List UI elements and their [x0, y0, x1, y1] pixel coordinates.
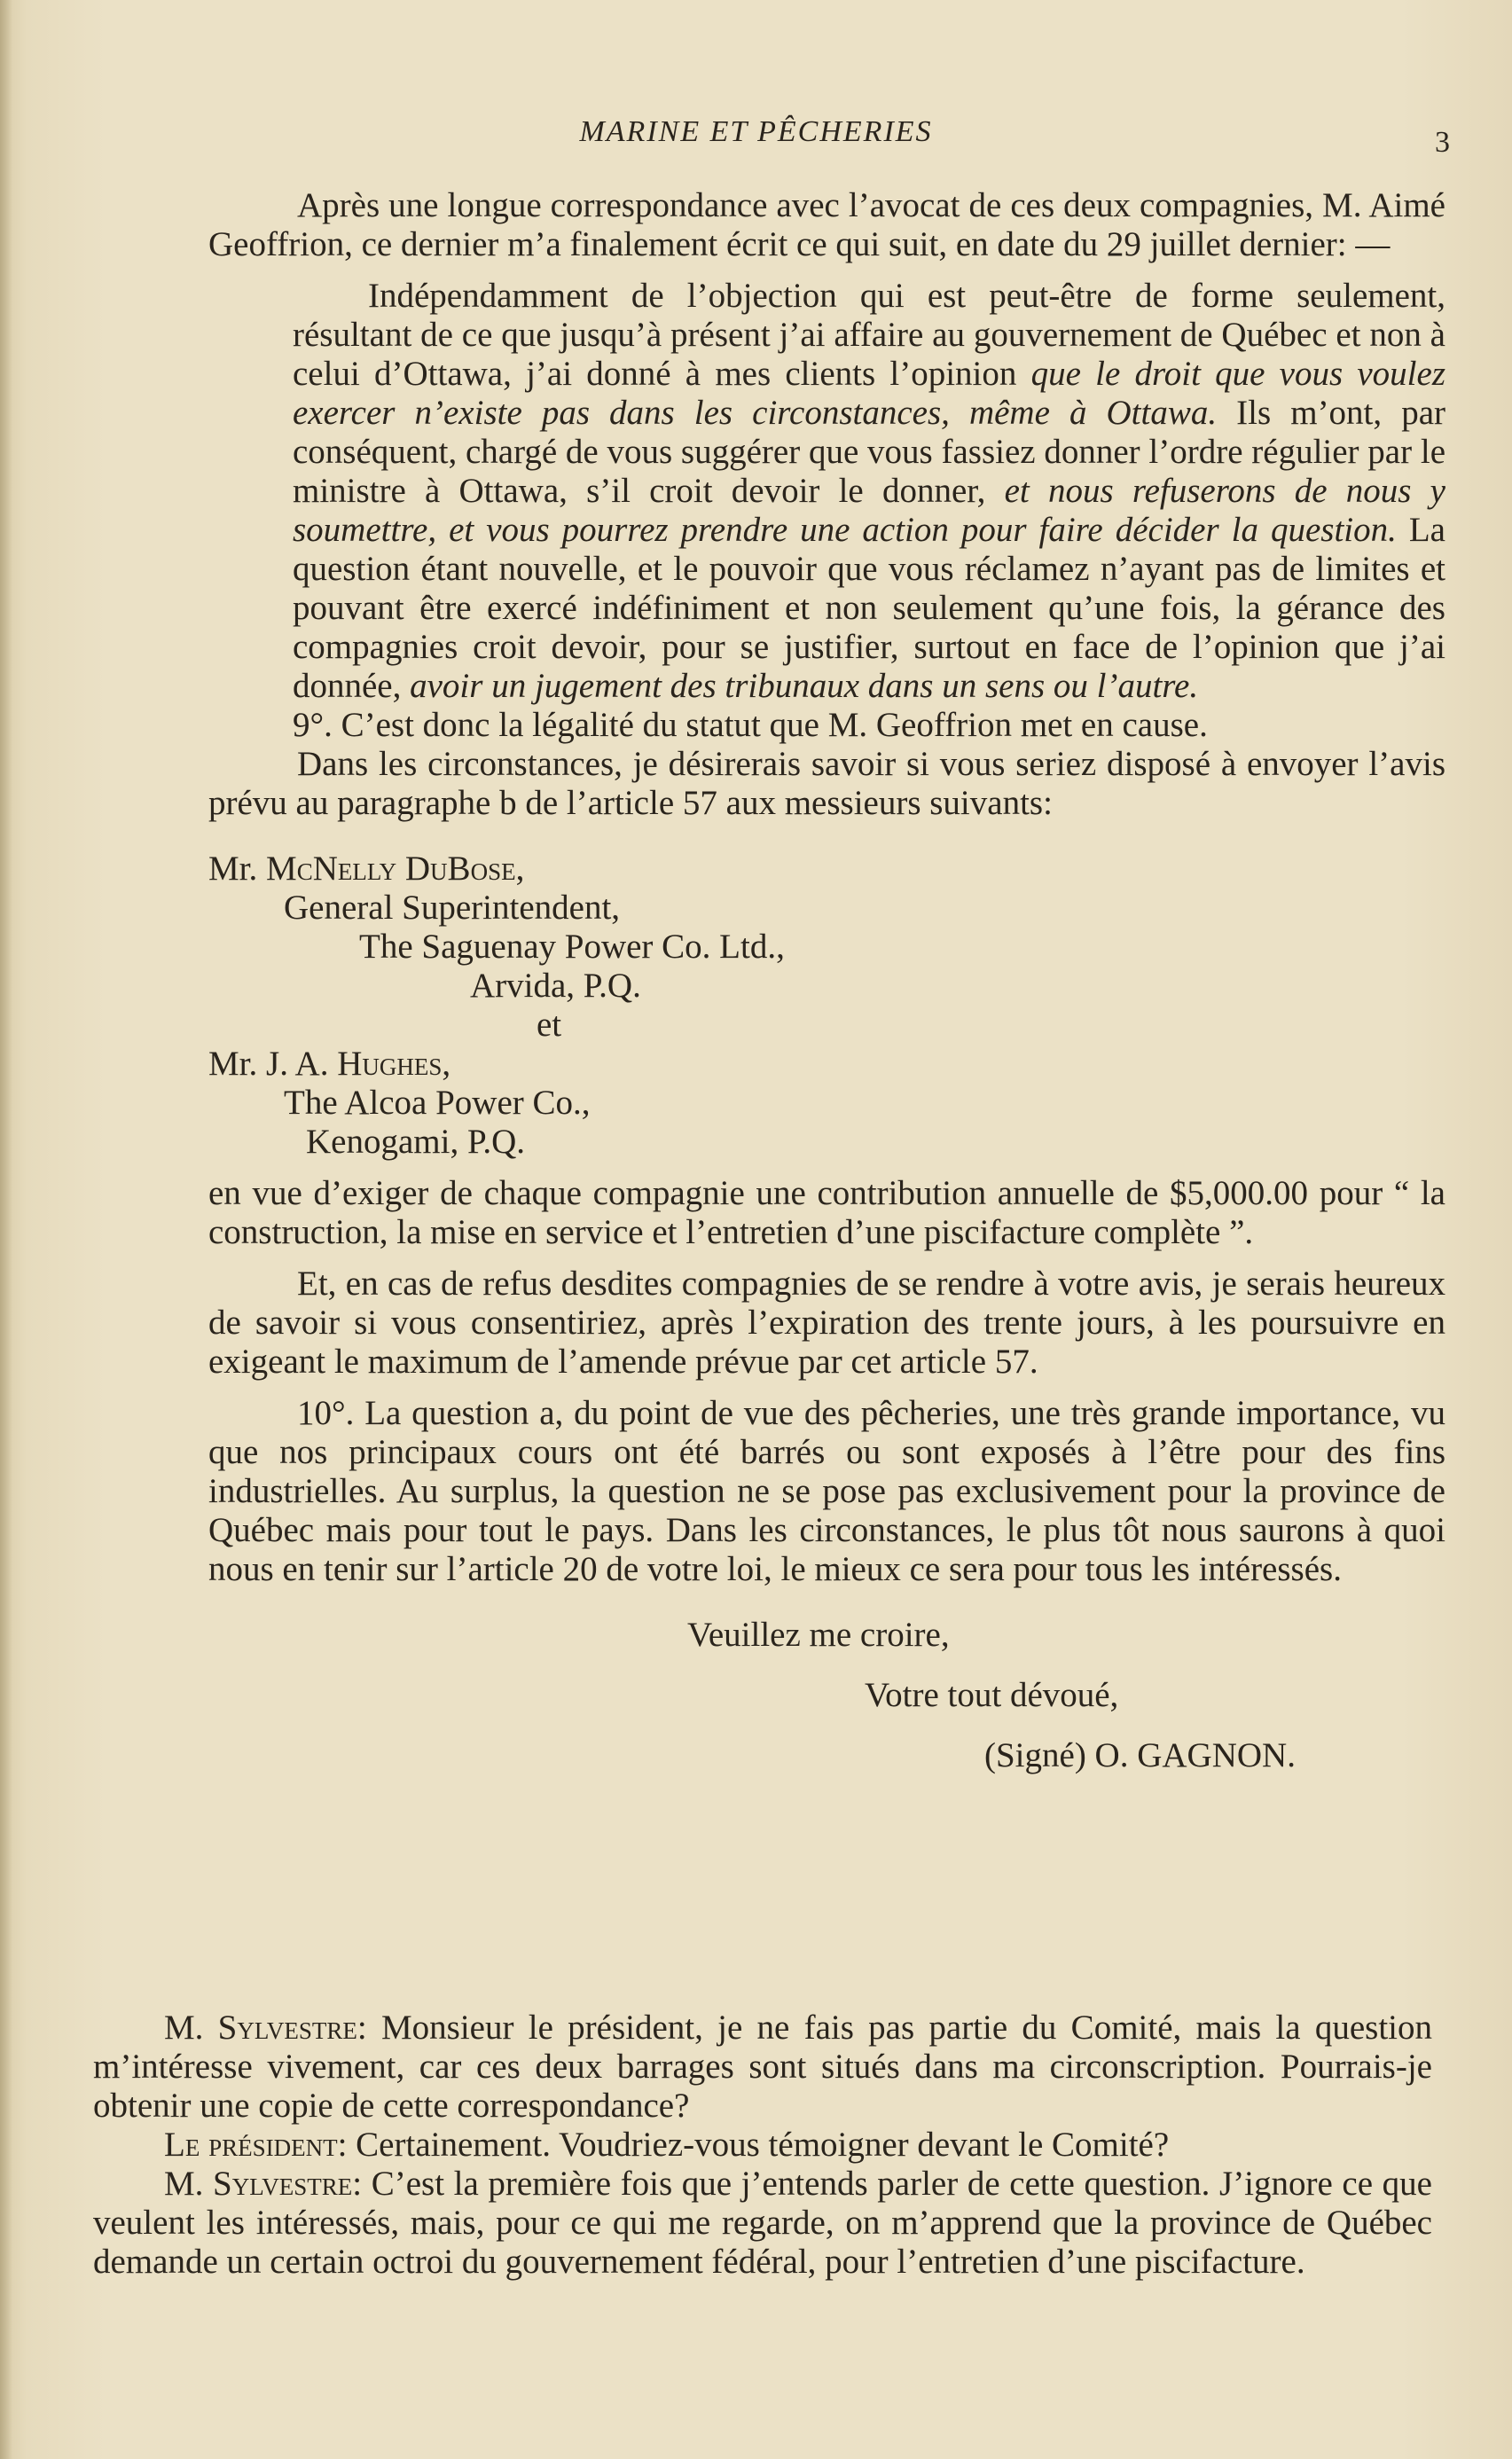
- addressee-1-city: Arvida, P.Q.: [470, 967, 641, 1005]
- addressees: [208, 850, 1445, 1162]
- quote-paragraph: [293, 277, 1445, 706]
- quote-italic-1: que le droit que vous voulez exercer n’existe pas dans les circonstances, même à Ottawa.: [293, 355, 1445, 432]
- running-head: MARINE ET PÊCHERIES: [579, 115, 933, 148]
- addressee-2-city: Kenogami, P.Q.: [306, 1123, 525, 1161]
- contribution-paragraph: en vue d’exiger de chaque compagnie une contribution annuelle de $5,000.00 pour “ la construction, la mise en service et l’entretien d’une piscifacture complète ”.: [208, 1174, 1445, 1251]
- dialogue-1-text: Monsieur le président, je ne fais pas partie du Comité, mais la question m’intéresse vivement, car ces deux barrages sont situés dans ma circonscription. Pourrais-je obtenir une copie de cette correspondance?: [93, 2009, 1432, 2125]
- quoted-letter: [293, 277, 1445, 745]
- addressee-1-name: McNelly DuBose,: [266, 850, 525, 888]
- addressee-1-company: The Saguenay Power Co. Ltd.,: [359, 928, 785, 966]
- speaker-sylvestre-2: M. Sylvestre:: [164, 2165, 363, 2203]
- signature-line: (Signé) O. GAGNON.: [984, 1736, 1296, 1774]
- letter-closing: [208, 1616, 1445, 1775]
- addressee-2-prefix: Mr. J. A.: [208, 1045, 338, 1083]
- quote-text-1: Indépendamment de l’objection qui est peut-être de forme seulement, résultant de ce que jusqu’à présent j’ai affaire au gouvernement de Québec et non à celui d’Ottawa, j’ai donné à mes clients l’opinion: [293, 277, 1445, 393]
- addressee-2-name: Hughes,: [337, 1045, 451, 1083]
- addressee-1-title: General Superintendent,: [284, 889, 621, 927]
- paragraph-9: 9°. C’est donc la légalité du statut que M. Geoffrion met en cause.: [293, 706, 1208, 744]
- dialogue-3: [93, 2165, 1432, 2282]
- dialogue-2: [93, 2126, 1432, 2165]
- binding-shadow: [0, 0, 12, 2459]
- committee-dialogue: [93, 2009, 1432, 2282]
- paragraph-10: 10°. La question a, du point de vue des pêcheries, une très grande importance, vu que nos principaux cours ont été barrés ou sont exposés à l’être pour des fins industrielles. Au surplus, la question ne se pose pas exclusivement pour la province de Québec mais pour tout le pays. Dans les circonstances, le plus tôt nous saurons à quoi nous en tenir sur l’article 20 de votre loi, le mieux ce sera pour tous les intéressés.: [208, 1394, 1445, 1588]
- addressee-1: [208, 850, 1445, 889]
- quote-text-3: La question étant nouvelle, et le pouvoir que vous réclamez n’ayant pas de limites et pouvant être exercé indéfiniment et non seulement qu’une fois, la gérance des compagnies croit devoir, pour se justifier, surtout en face de l’opinion que j’ai donnée,: [293, 511, 1445, 705]
- closing-line-1: Veuillez me croire,: [687, 1616, 950, 1654]
- speaker-sylvestre-1: M. Sylvestre:: [164, 2009, 367, 2047]
- page-number: 3: [1435, 126, 1450, 159]
- closing-line-2: Votre tout dévoué,: [865, 1676, 1119, 1714]
- quote-italic-2: et nous refuserons de nous y soumettre, et vous pourrez prendre une action pour faire décider la question.: [293, 472, 1445, 549]
- intro-paragraph: Après une longue correspondance avec l’avocat de ces deux compagnies, M. Aimé Geoffrion, ce dernier m’a finalement écrit ce qui suit, en date du 29 juillet dernier: —: [208, 186, 1445, 263]
- dialogue-3-text: C’est la première fois que j’entends parler de cette question. J’ignore ce que veulent les intéressés, mais, pour ce qui me regarde, on m’apprend que la province de Québec demande un certain octroi du gouvernement fédéral, pour l’entretien d’une piscifacture.: [93, 2165, 1432, 2281]
- quote-text-2: Ils m’ont, par conséquent, chargé de vous suggérer que vous fassiez donner l’ordre régulier par le ministre à Ottawa, s’il croit devoir le donner,: [293, 394, 1445, 510]
- addressee-2: [208, 1045, 1445, 1084]
- refusal-paragraph: Et, en cas de refus desdites compagnies de se rendre à votre avis, je serais heureux de savoir si vous consentiriez, après l’expiration des trente jours, à les poursuivre en exigeant le maximum de l’amende prévue par cet article 57.: [208, 1265, 1445, 1381]
- dialogue-2-text: Certainement. Voudriez-vous témoigner devant le Comité?: [347, 2126, 1170, 2164]
- request-paragraph: Dans les circonstances, je désirerais savoir si vous seriez disposé à envoyer l’avis prévu au paragraphe b de l’article 57 aux messieurs suivants:: [208, 745, 1445, 822]
- speaker-president: Le président:: [164, 2126, 348, 2164]
- addressee-1-prefix: Mr.: [208, 850, 267, 888]
- addressee-conjunction: et: [537, 1006, 562, 1044]
- main-text: [208, 186, 1445, 1775]
- addressee-2-company: The Alcoa Power Co.,: [284, 1084, 591, 1122]
- quote-italic-3: avoir un jugement des tribunaux dans un sens ou l’autre.: [410, 667, 1199, 705]
- dialogue-1: [93, 2009, 1432, 2126]
